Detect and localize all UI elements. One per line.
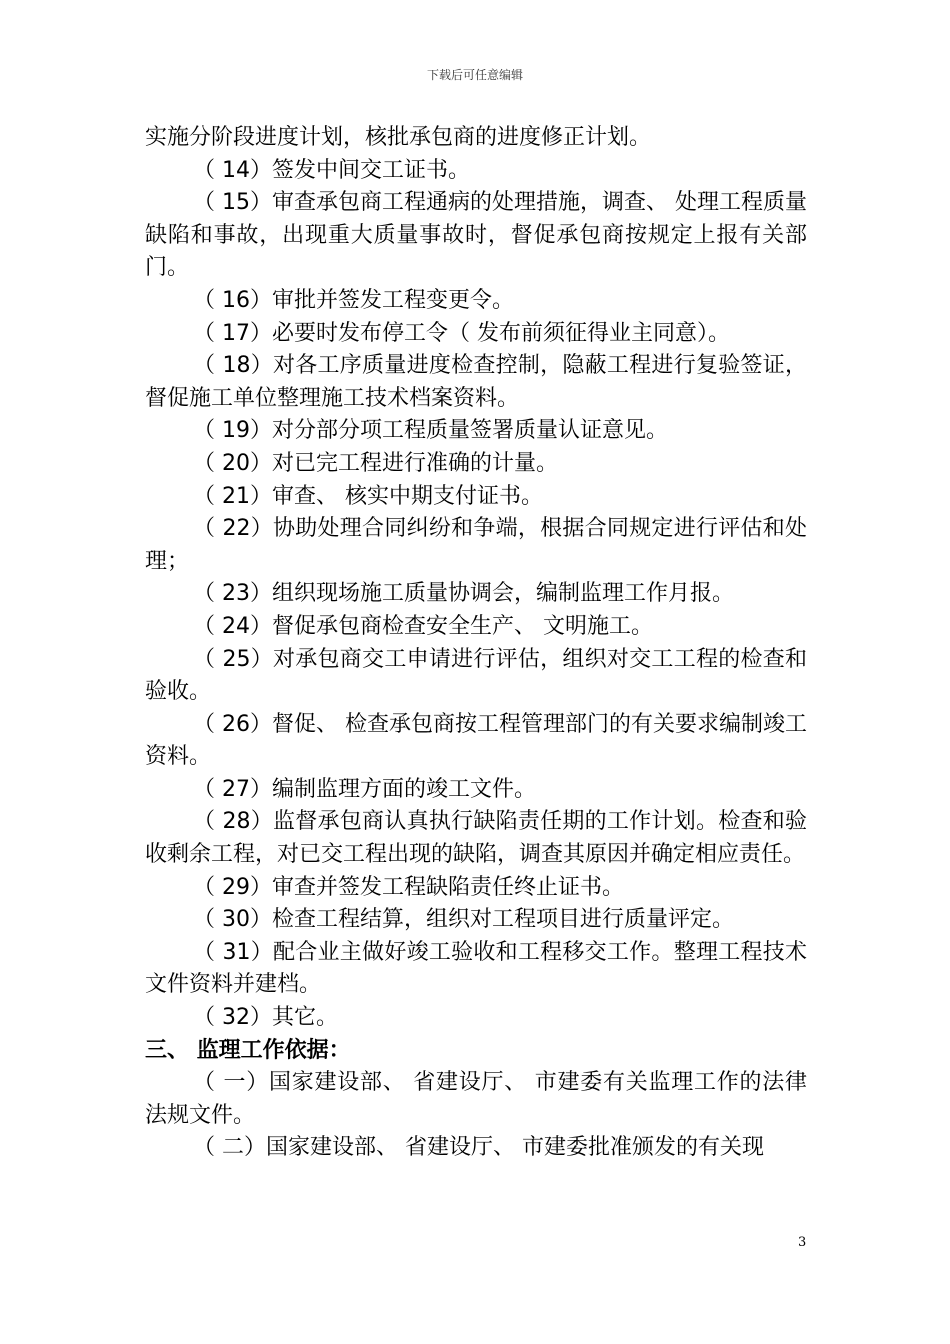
list-item: （ 24）督促承包商检查安全生产、 文明施工。	[193, 613, 653, 639]
list-item: （ 15）审查承包商工程通病的处理措施，调查、 处理工程质量缺陷和事故，出现重大质量事故时，督促承包商按规定上报有关部门。	[145, 190, 807, 281]
list-item: （ 一）国家建设部、 省建设厅、 市建委有关监理工作的法律法规文件。	[145, 1070, 807, 1128]
list-item: （ 二）国家建设部、 省建设厅、 市建委批准颁发的有关现	[193, 1135, 764, 1161]
list-item: （ 21）审查、 核实中期支付证书。	[193, 483, 543, 509]
page-header: 下载后可任意编辑	[426, 68, 523, 82]
list-item: （ 27）编制监理方面的竣工文件。	[193, 776, 536, 802]
list-item: （ 16）审批并签发工程变更令。	[193, 287, 514, 313]
list-item: （ 14）签发中间交工证书。	[193, 157, 470, 183]
list-item: （ 20）对已完工程进行准确的计量。	[193, 450, 558, 476]
list-item: （ 22）协助处理合同纠纷和争端，根据合同规定进行评估和处理；	[145, 516, 807, 574]
list-item: （ 18）对各工序质量进度检查控制，隐蔽工程进行复验签证，督促施工单位整理施工技术档案资料。	[145, 353, 807, 411]
list-item: （ 26）督促、 检查承包商按工程管理部门的有关要求编制竣工资料。	[145, 711, 807, 770]
list-item: （ 32）其它。	[193, 1005, 338, 1031]
list-item: （ 29）审查并签发工程缺陷责任终止证书。	[193, 874, 624, 900]
list-item: （ 30）检查工程结算，组织对工程项目进行质量评定。	[193, 907, 734, 933]
page-number: 3	[798, 1235, 807, 1250]
list-item: （ 31）配合业主做好竣工验收和工程移交工作。整理工程技术文件资料并建档。	[145, 939, 807, 998]
list-item: （ 23）组织现场施工质量协调会，编制监理工作月报。	[193, 581, 734, 607]
list-item: （ 17）必要时发布停工令（ 发布前须征得业主同意）。	[193, 320, 730, 346]
list-item: （ 19）对分部分项工程质量签署质量认证意见。	[193, 418, 668, 444]
list-item: （ 28）监督承包商认真执行缺陷责任期的工作计划。检查和验收剩余工程，对已交工程出现的缺陷，调查其原因并确定相应责任。	[145, 809, 807, 868]
section-heading: 三、 监理工作依据：	[145, 1037, 351, 1063]
paragraph: 实施分阶段进度计划，核批承包商的进度修正计划。	[145, 125, 652, 150]
list-item: （ 25）对承包商交工申请进行评估，组织对交工工程的检查和验收。	[145, 646, 807, 705]
document-body	[145, 122, 807, 1165]
